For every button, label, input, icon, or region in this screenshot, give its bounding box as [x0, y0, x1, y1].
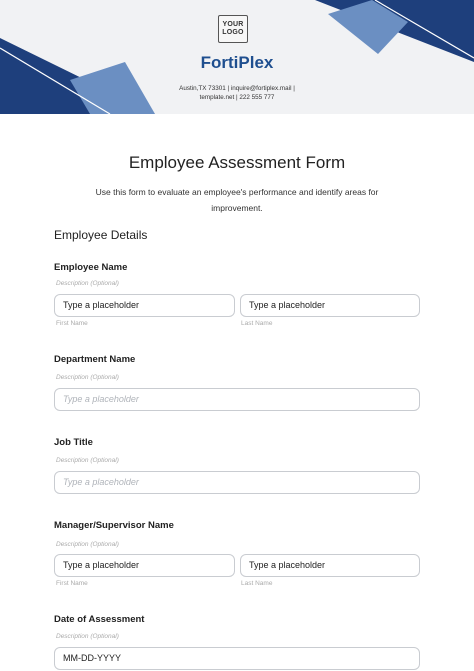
employee-first-name-sublabel: First Name	[56, 320, 88, 327]
logo-line1: YOUR	[222, 21, 244, 28]
employee-name-label: Employee Name	[54, 262, 128, 273]
job-title-description: Description (Optional)	[56, 457, 119, 464]
manager-first-name-input[interactable]: Type a placeholder	[54, 554, 235, 577]
form-intro: Use this form to evaluate an employee's performance and identify areas for improvement.	[95, 187, 379, 213]
date-description: Description (Optional)	[56, 633, 119, 640]
department-label: Department Name	[54, 354, 136, 365]
contact-line-2: template.net | 222 555 777	[199, 94, 275, 101]
manager-label: Manager/Supervisor Name	[54, 520, 174, 531]
manager-last-name-sublabel: Last Name	[241, 580, 273, 587]
section-title: Employee Details	[54, 228, 148, 242]
job-title-input[interactable]: Type a placeholder	[54, 471, 420, 494]
contact-line-1: Austin,TX 73301 | inquire@fortiplex.mail |	[179, 85, 295, 92]
company-name: FortiPlex	[200, 53, 274, 72]
manager-last-name-input[interactable]: Type a placeholder	[240, 554, 420, 577]
employee-last-name-sublabel: Last Name	[241, 320, 273, 327]
date-label: Date of Assessment	[54, 614, 145, 625]
manager-description: Description (Optional)	[56, 541, 119, 548]
department-description: Description (Optional)	[56, 374, 119, 381]
page-header	[0, 0, 474, 114]
employee-first-name-input[interactable]: Type a placeholder	[54, 294, 235, 317]
employee-last-name-input[interactable]: Type a placeholder	[240, 294, 420, 317]
logo-line2: LOGO	[222, 29, 244, 36]
manager-first-name-sublabel: First Name	[56, 580, 88, 587]
employee-name-description: Description (Optional)	[56, 280, 119, 287]
date-input[interactable]: MM-DD-YYYY	[54, 647, 420, 670]
job-title-label: Job Title	[54, 437, 93, 448]
form-title: Employee Assessment Form	[128, 153, 346, 172]
logo-placeholder	[218, 15, 248, 43]
department-input[interactable]: Type a placeholder	[54, 388, 420, 411]
